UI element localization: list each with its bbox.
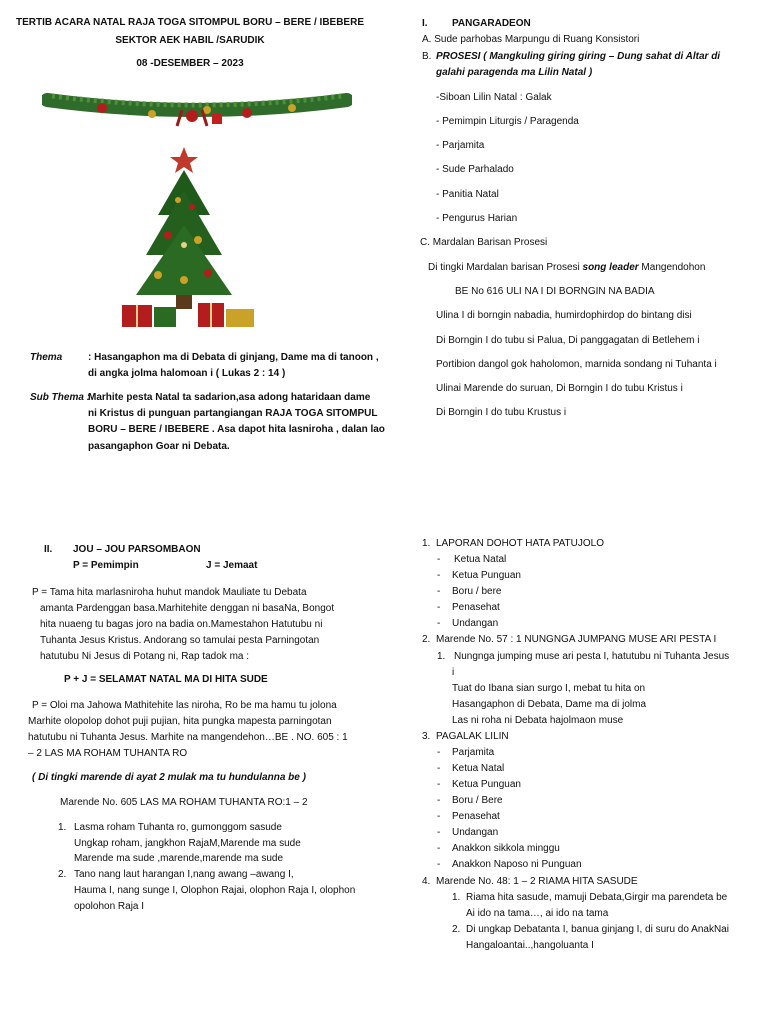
sub-item: Ketua Punguan <box>452 570 521 581</box>
list-number: 3. <box>422 731 431 742</box>
verse-line: Tuat do Ibana sian surgo I, mebat tu hita on <box>452 683 646 694</box>
subthema-text-4: pasangaphon Goar ni Debata. <box>88 441 230 452</box>
procession-item: - Panitia Natal <box>436 189 499 200</box>
dash: - <box>437 779 441 790</box>
sub-item: Undangan <box>452 618 499 629</box>
header-title: TERTIB ACARA NATAL RAJA TOGA SITOMPUL BORU – BERE / IBEBERE <box>16 17 364 28</box>
section1-number: I. <box>422 18 428 29</box>
hymn-lyric-line: Ulinai Marende do suruan, Di Borngin I do tubu Kristus i <box>436 383 683 394</box>
verse-line: Tano nang laut harangan I,nang awang –awang I, <box>74 869 294 880</box>
list-title-pagalak: PAGALAK LILIN <box>436 731 509 742</box>
liturgy-line: amanta Pardenggan basa.Marhitehite denggan ni basaNa, Bongot <box>40 603 335 614</box>
christmas-garland-image <box>42 80 352 128</box>
section1-item-b-line1: PROSESI ( Mangkuling giring giring – Dung sahat di Altar di <box>436 51 721 62</box>
hymn-lyric-line: Di Borngin I do tubu Krustus i <box>436 407 567 418</box>
dash: - <box>437 795 441 806</box>
dash: - <box>437 747 441 758</box>
verse-number: 1. <box>452 892 461 903</box>
sub-item: Ketua Natal <box>454 554 507 565</box>
dash: - <box>437 554 441 565</box>
list-number: 1. <box>422 538 431 549</box>
liturgy-line: Marhite olopolop dohot puji pujian, hita pungka mapesta parningotan <box>28 716 332 727</box>
subthema-text-3: BORU – BERE / IBEBERE . Asa dapot hita lasniroha , dalan lao <box>88 424 385 435</box>
verse-number: 2. <box>452 924 461 935</box>
list-title-laporan: LAPORAN DOHOT HATA PATUJOLO <box>436 538 604 549</box>
subthema-text-2: ni Kristus di punguan partangiangan RAJA TOGA SITOMPUL <box>88 408 378 419</box>
verse-line: Riama hita sasude, mamuji Debata,Girgir ma parendeta be <box>466 892 728 903</box>
dash: - <box>437 763 441 774</box>
verse-line: Marende ma sude ,marende,marende ma sude <box>74 853 284 864</box>
verse-line: Las ni roha ni Debata hajolmaon muse <box>452 715 624 726</box>
section1-item-b-prefix: B. <box>422 51 432 62</box>
section1-title: PANGARADEON <box>452 18 531 29</box>
procession-item: - Pemimpin Liturgis / Paragenda <box>436 116 579 127</box>
liturgy-line: – 2 LAS MA ROHAM TUHANTA RO <box>28 748 188 759</box>
dash: - <box>437 827 441 838</box>
verse-line: Di ungkap Debatanta I, banua ginjang I, di suru do AnakNai <box>466 924 729 935</box>
sub-item: Penasehat <box>452 811 500 822</box>
procession-item: - Sude Parhalado <box>436 164 514 175</box>
procession-item: -Siboan Lilin Natal : Galak <box>436 92 552 103</box>
greeting-line: P + J = SELAMAT NATAL MA DI HITA SUDE <box>64 674 268 685</box>
verse-line: Hasangaphon di Debata, Dame ma di jolma <box>452 699 646 710</box>
liturgy-line: Tuhanta Jesus Kristus. Andorang so tamulai pesta Parningotan <box>40 635 320 646</box>
subthema-text-1: Marhite pesta Natal ta sadarion,asa adong hataridaan dame <box>88 392 371 403</box>
hymn-lyric-line: Ulina I di borngin nabadia, humirdophirdop do bintang disi <box>436 310 692 321</box>
sub-item: Anakkon sikkola minggu <box>452 843 560 854</box>
list-number: 2. <box>422 634 431 645</box>
verse-number: 2. <box>58 869 67 880</box>
liturgy-line: P = Oloi ma Jahowa Mathitehite las niroha, Ro be ma hamu tu jolona <box>32 700 337 711</box>
procession-item: - Parjamita <box>436 140 485 151</box>
pemimpin-label: P = Pemimpin <box>73 560 139 571</box>
thema-text-1: : Hasangaphon ma di Debata di ginjang, Dame ma di tanoon , <box>88 352 379 363</box>
dash: - <box>437 859 441 870</box>
dash: - <box>437 843 441 854</box>
sub-item: Parjamita <box>452 747 495 758</box>
section1-item-b-line2: galahi paragenda ma Lilin Natal ) <box>436 67 593 78</box>
header-subtitle: SEKTOR AEK HABIL /SARUDIK <box>115 35 265 46</box>
sub-item: Boru / Bere <box>452 795 503 806</box>
verse-line: Ai ido na tama…, ai ido na tama <box>466 908 609 919</box>
thema-label: Thema <box>30 352 63 363</box>
list-number: 4. <box>422 876 431 887</box>
list-title-hymn48: Marende No. 48: 1 – 2 RIAMA HITA SASUDE <box>436 876 638 887</box>
section1-hymn-title: BE No 616 ULI NA I DI BORNGIN NA BADIA <box>455 286 655 297</box>
sub-item: Anakkon Naposo ni Punguan <box>452 859 582 870</box>
dash: - <box>437 618 441 629</box>
verse-line: Hangaloantai..,hangoluanta I <box>466 940 594 951</box>
verse-line: i <box>452 667 455 678</box>
dash: - <box>437 570 441 581</box>
section1-item-c: C. Mardalan Barisan Prosesi <box>420 237 548 248</box>
hymn-lyric-line: Di Borngin I do tubu si Palua, Di panggagatan di Betlehem i <box>436 335 700 346</box>
liturgy-line: P = Tama hita marlasniroha huhut mandok Mauliate tu Debata <box>32 587 307 598</box>
verse-number: 1. <box>58 822 67 833</box>
liturgy-line: hatutubu ni Tuhanta Jesus. Marhite na mangendehon…BE . NO. 605 : 1 <box>28 732 348 743</box>
section1-item-a: A. Sude parhobas Marpungu di Ruang Konsistori <box>422 34 640 45</box>
verse-number: 1. <box>437 651 446 662</box>
song-leader-emphasis: song leader <box>582 262 639 273</box>
list-title-hymn57: Marende No. 57 : 1 NUNGNGA JUMPANG MUSE ARI PESTA I <box>436 634 717 645</box>
section2-number: II. <box>44 544 53 555</box>
jemaat-label: J = Jemaat <box>206 560 258 571</box>
hymn-605-title: Marende No. 605 LAS MA ROHAM TUHANTA RO:1 – 2 <box>60 797 308 808</box>
procession-item: - Pengurus Harian <box>436 213 518 224</box>
dash: - <box>437 811 441 822</box>
verse-line: Nungnga jumping muse ari pesta I, hatutubu ni Tuhanta Jesus <box>454 651 730 662</box>
section1-song-intro: Di tingki Mardalan barisan Prosesi song leader Mangendohon <box>428 262 706 273</box>
section2-title: JOU – JOU PARSOMBAON <box>73 544 201 555</box>
liturgy-line: hatutubu Ni Jesus di Potang ni, Rap tadok ma : <box>40 651 250 662</box>
dash: - <box>437 602 441 613</box>
subthema-label: Sub Thema : <box>30 392 91 403</box>
verse-line: Lasma roham Tuhanta ro, gumonggom sasude <box>74 822 282 833</box>
sub-item: Boru / bere <box>452 586 502 597</box>
liturgy-line: hita nuaeng tu bagas joro na badia on.Mamestahon Hatutubu ni <box>40 619 323 630</box>
christmas-tree-image <box>118 145 262 335</box>
instruction-note: ( Di tingki marende di ayat 2 mulak ma tu hundulanna be ) <box>32 772 306 783</box>
verse-line: Hauma I, nang sunge I, Olophon Rajai, olophon Raja I, olophon <box>74 885 356 896</box>
verse-line: opolohon Raja I <box>74 901 145 912</box>
sub-item: Ketua Punguan <box>452 779 521 790</box>
verse-line: Ungkap roham, jangkhon RajaM,Marende ma sude <box>74 838 301 849</box>
sub-item: Ketua Natal <box>452 763 505 774</box>
header-date: 08 -DESEMBER – 2023 <box>136 58 244 69</box>
dash: - <box>437 586 441 597</box>
hymn-lyric-line: Portibion dangol gok haholomon, marnida sondang ni Tuhanta i <box>436 359 717 370</box>
thema-text-2: di angka jolma halomoan i ( Lukas 2 : 14 ) <box>88 368 286 379</box>
sub-item: Penasehat <box>452 602 500 613</box>
sub-item: Undangan <box>452 827 499 838</box>
